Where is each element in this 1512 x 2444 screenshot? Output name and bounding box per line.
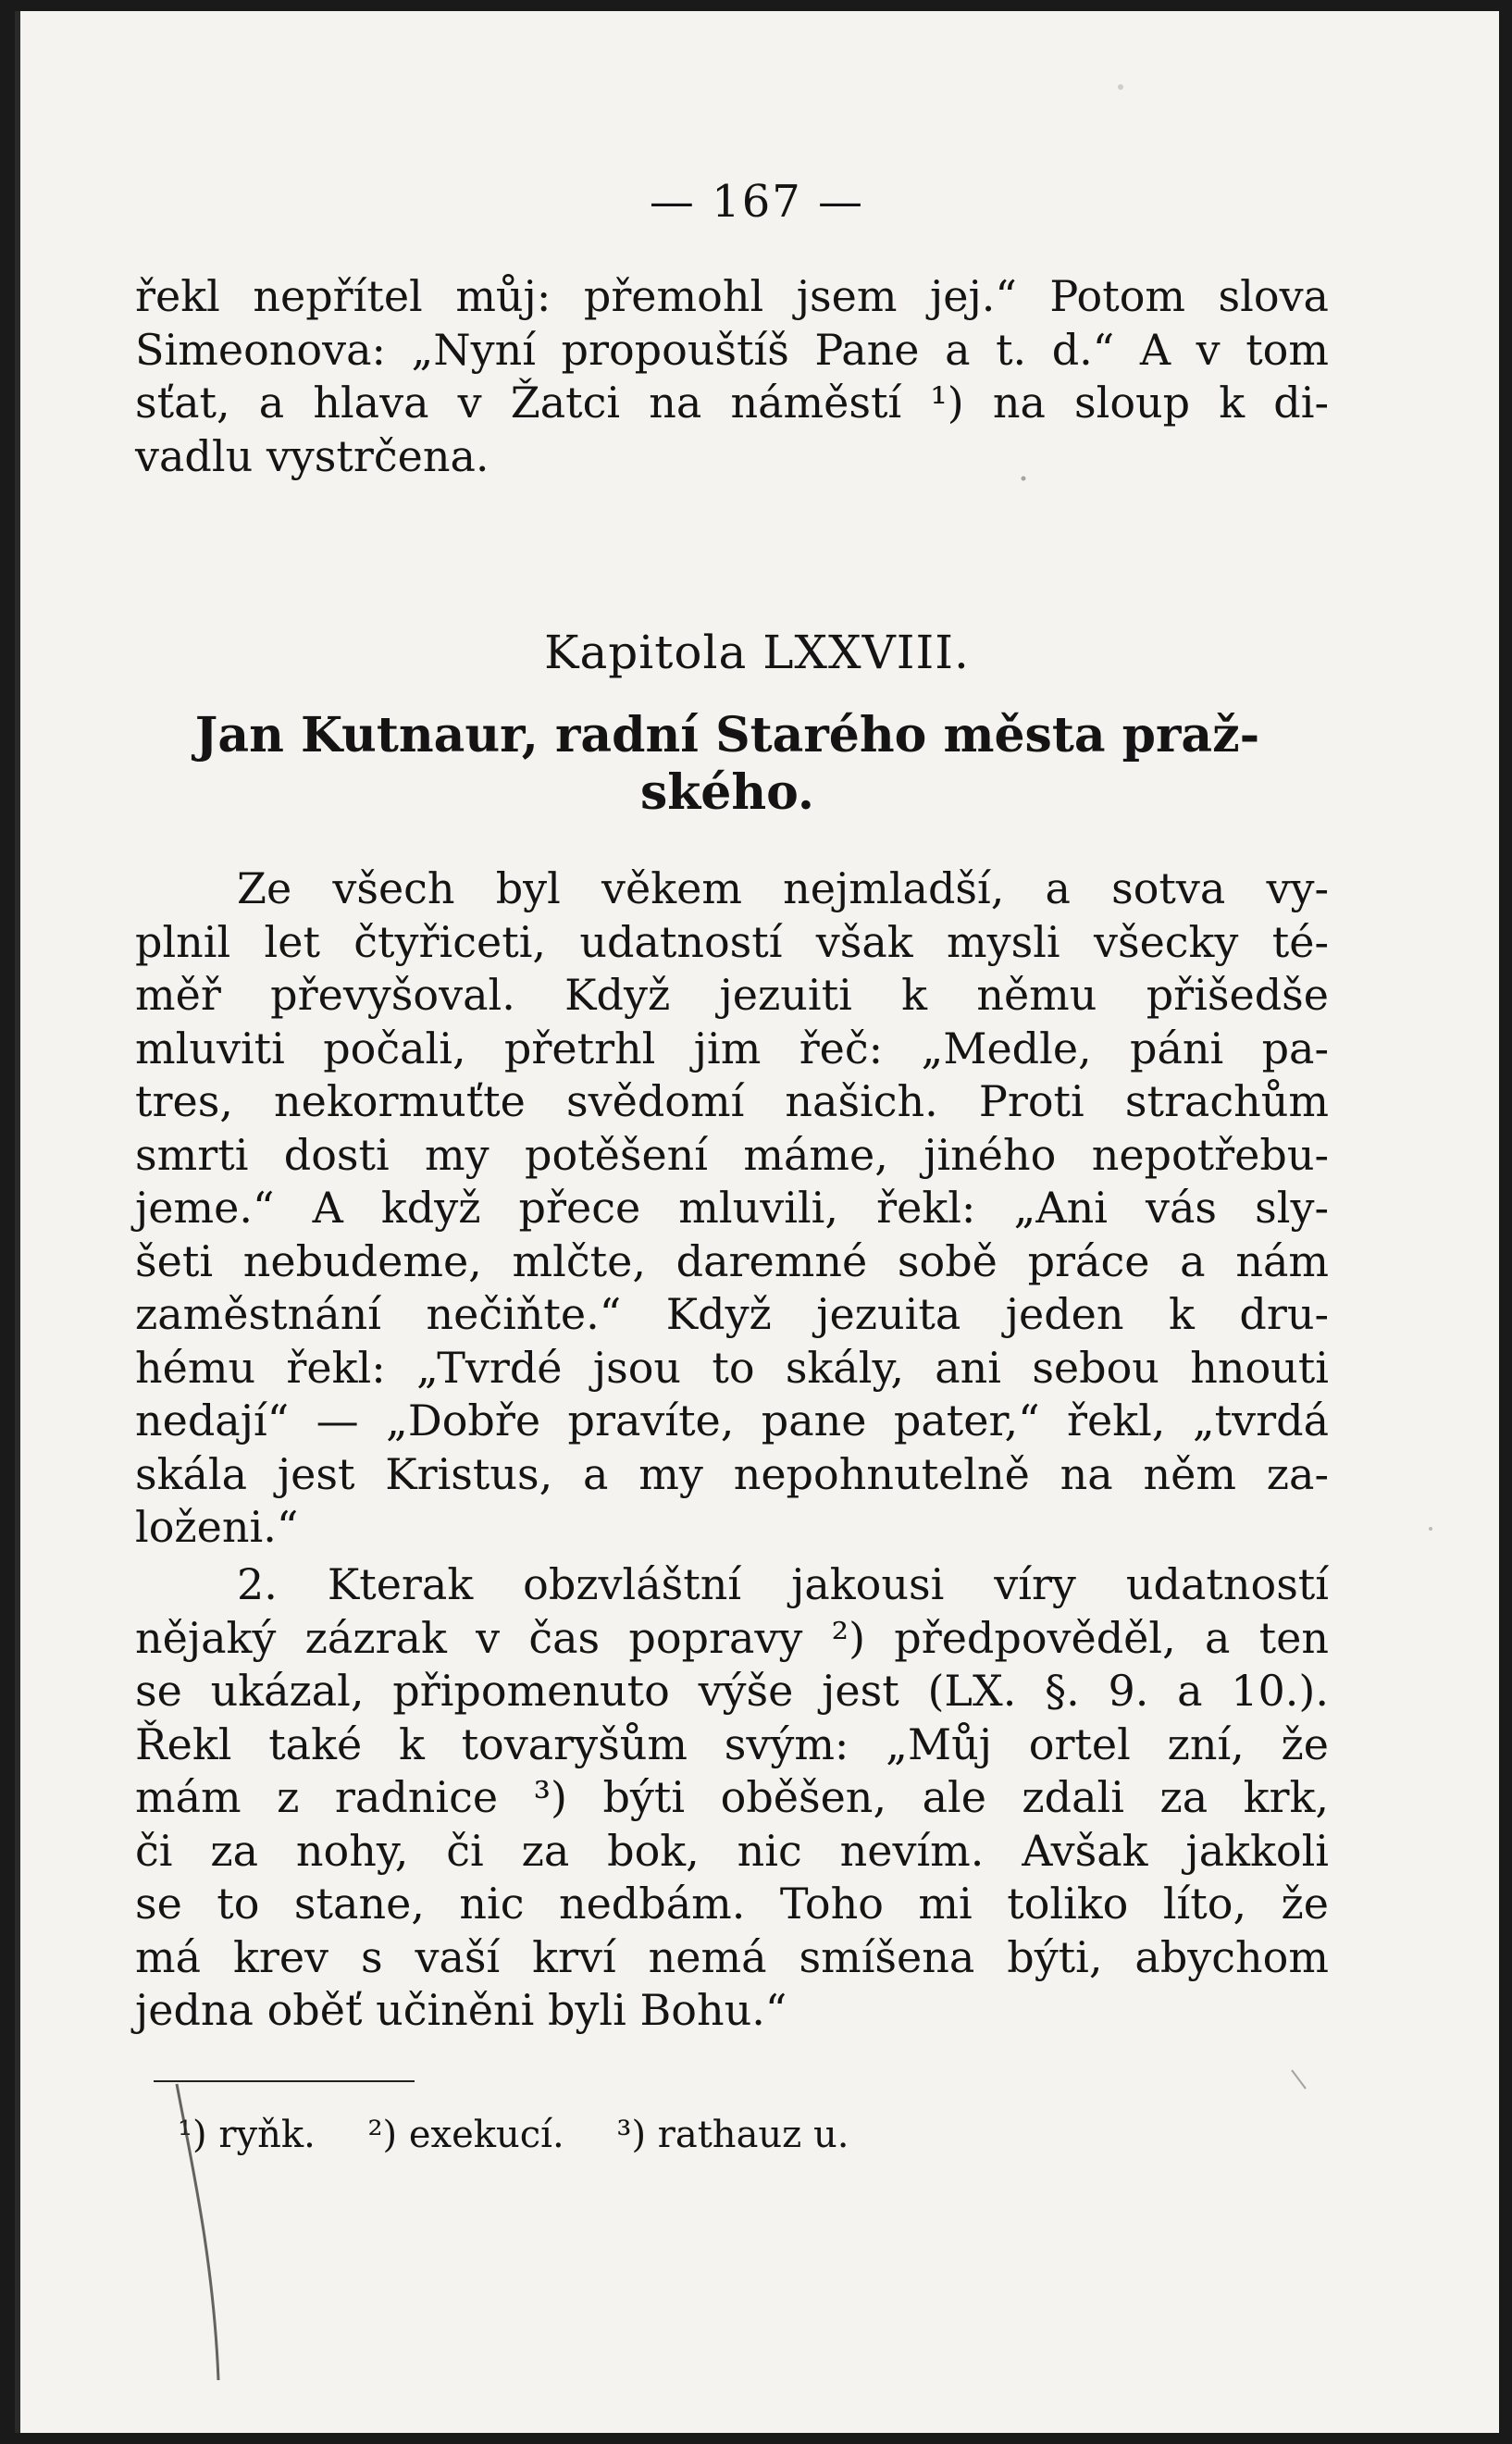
- text-line: Řekl také k tovaryšům svým: „Můj ortel zní, že: [135, 1718, 1329, 1769]
- text-line: sťat, a hlava v Žatci na náměstí ¹) na sloup k di-: [135, 378, 1329, 428]
- chapter-title: Kapitola LXXVIII.: [544, 626, 970, 679]
- text-line: mám z radnice ³) býti oběšen, ale zdali za krk,: [135, 1772, 1329, 1822]
- text-line: Simeonova: „Nyní propouštíš Pane a t. d.“ A v tom: [135, 324, 1329, 375]
- footnote-2: ²) exekucí.: [367, 2114, 564, 2156]
- text-line: vadlu vystrčena.: [135, 430, 490, 481]
- text-line: zaměstnání nečiňte.“ Když jezuita jeden k dru-: [135, 1289, 1329, 1339]
- text-line: jedna oběť učiněni byli Bohu.“: [135, 1985, 787, 2035]
- chapter-heading: Jan Kutnaur, radní Starého města praž-ského.: [194, 707, 1260, 821]
- book-page: [15, 11, 1499, 2433]
- text-line: měř převyšoval. Když jezuiti k němu přišedše: [135, 970, 1329, 1020]
- text-line: nějaký zázrak v čas popravy ²) předpověděl, a ten: [135, 1612, 1329, 1663]
- text-line: smrti dosti my potěšení máme, jiného nepotřebu-: [135, 1129, 1329, 1180]
- paper-specks: [15, 11, 1499, 2433]
- text-line: Ze všech byl věkem nejmladší, a sotva vy-: [237, 863, 1329, 913]
- text-line: se ukázal, připomenuto výše jest (LX. §. 9. a 10.).: [135, 1666, 1329, 1716]
- text-line: nedají“ — „Dobře pravíte, pane pater,“ řekl, „tvrdá: [135, 1396, 1329, 1445]
- text-line: tres, nekormuťte svědomí našich. Proti strachům: [135, 1076, 1329, 1126]
- text-line: se to stane, nic nedbám. Toho mi toliko líto, že: [135, 1879, 1329, 1929]
- text-line: či za nohy, či za bok, nic nevím. Avšak jakkoli: [135, 1825, 1329, 1876]
- text-line: plnil let čtyřiceti, udatností však mysli všecky té-: [135, 916, 1329, 967]
- text-line: šeti nebudeme, mlčte, daremné sobě práce a nám: [135, 1235, 1329, 1286]
- text-line: 2. Kterak obzvláštní jakousi víry udatností: [237, 1559, 1329, 1609]
- page-number: — 167 —: [649, 176, 865, 228]
- text-line: mluviti počali, přetrhl jim řeč: „Medle, páni pa-: [135, 1023, 1329, 1073]
- text-line: loženi.“: [135, 1502, 299, 1552]
- footnote-3: ³) rathauz u.: [616, 2114, 849, 2156]
- text-line: má krev s vaší krví nemá smíšena býti, abychom: [135, 1931, 1329, 1982]
- text-line: jeme.“ A když přece mluvili, řekl: „Ani vás sly-: [135, 1183, 1329, 1233]
- text-line: řekl nepřítel můj: přemohl jsem jej.“ Potom slova: [135, 271, 1329, 321]
- footnote-1: ¹) ryňk.: [178, 2114, 316, 2156]
- text-line: skála jest Kristus, a my nepohnutelně na něm za-: [135, 1448, 1329, 1499]
- text-line: hému řekl: „Tvrdé jsou to skály, ani sebou hnouti: [135, 1342, 1329, 1393]
